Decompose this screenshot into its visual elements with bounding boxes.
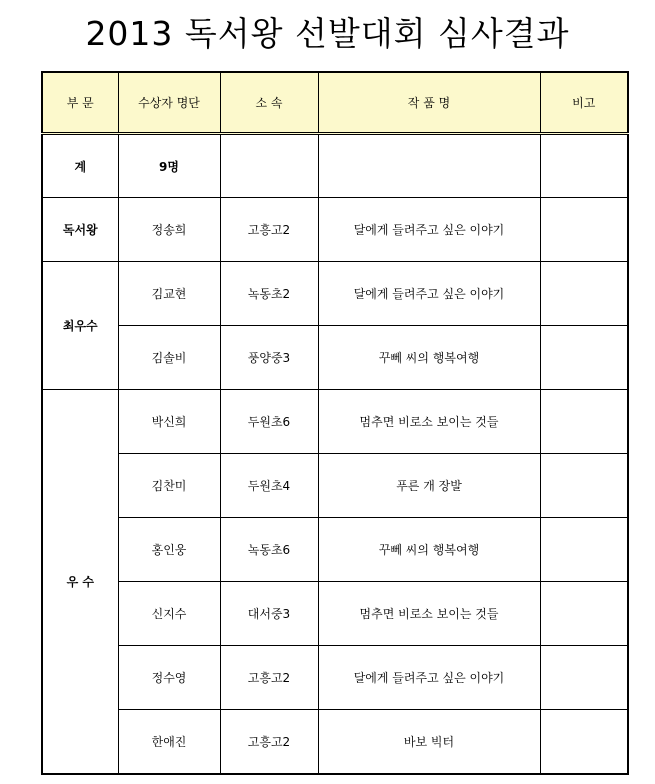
note-cell — [540, 262, 628, 326]
header-work-title: 작 품 명 — [318, 72, 540, 134]
header-winners: 수상자 명단 — [118, 72, 220, 134]
work-title-cell: 바보 빅터 — [318, 710, 540, 774]
page-title: 2013 독서왕 선발대회 심사결과 — [85, 14, 570, 53]
table-row — [42, 326, 628, 390]
affiliation-cell: 두원초4 — [220, 454, 318, 518]
table-row — [42, 390, 628, 454]
header-note: 비고 — [540, 72, 628, 134]
winner-name-cell: 정수영 — [118, 646, 220, 710]
note-cell — [540, 326, 628, 390]
table-header-row — [42, 72, 628, 134]
work-title-cell: 꾸뻬 씨의 행복여행 — [318, 518, 540, 582]
winner-name-cell: 한애진 — [118, 710, 220, 774]
table-row — [42, 454, 628, 518]
work-title-cell: 푸른 개 장발 — [318, 454, 540, 518]
table-row — [42, 198, 628, 262]
affiliation-cell: 고흥고2 — [220, 646, 318, 710]
affiliation-cell: 대서중3 — [220, 582, 318, 646]
table-row — [42, 518, 628, 582]
table-row — [42, 646, 628, 710]
table-row — [42, 262, 628, 326]
work-title-cell: 달에게 들려주고 싶은 이야기 — [318, 646, 540, 710]
note-cell — [540, 582, 628, 646]
category-cell: 우 수 — [42, 390, 118, 774]
winner-name-cell: 정송희 — [118, 198, 220, 262]
note-cell — [540, 710, 628, 774]
total-row — [42, 134, 628, 198]
affiliation-cell: 녹동초6 — [220, 518, 318, 582]
note-cell — [540, 198, 628, 262]
winner-name-cell: 신지수 — [118, 582, 220, 646]
header-category: 부 문 — [42, 72, 118, 134]
affiliation-cell: 풍양중3 — [220, 326, 318, 390]
winner-name-cell: 김솔비 — [118, 326, 220, 390]
winner-name-cell: 김찬미 — [118, 454, 220, 518]
total-work-cell — [318, 134, 540, 198]
note-cell — [540, 390, 628, 454]
results-table — [41, 71, 629, 775]
note-cell — [540, 518, 628, 582]
total-label: 계 — [42, 134, 118, 198]
work-title-cell: 멈추면 비로소 보이는 것들 — [318, 582, 540, 646]
affiliation-cell: 두원초6 — [220, 390, 318, 454]
affiliation-cell: 녹동초2 — [220, 262, 318, 326]
category-cell: 독서왕 — [42, 198, 118, 262]
affiliation-cell: 고흥고2 — [220, 710, 318, 774]
table-row — [42, 710, 628, 774]
note-cell — [540, 646, 628, 710]
category-cell: 최우수 — [42, 262, 118, 390]
total-affiliation-cell — [220, 134, 318, 198]
affiliation-cell: 고흥고2 — [220, 198, 318, 262]
winner-name-cell: 홍인웅 — [118, 518, 220, 582]
work-title-cell: 멈추면 비로소 보이는 것들 — [318, 390, 540, 454]
total-count: 9명 — [118, 134, 220, 198]
work-title-cell: 달에게 들려주고 싶은 이야기 — [318, 262, 540, 326]
work-title-cell: 꾸뻬 씨의 행복여행 — [318, 326, 540, 390]
header-affiliation: 소 속 — [220, 72, 318, 134]
note-cell — [540, 454, 628, 518]
winner-name-cell: 박신희 — [118, 390, 220, 454]
total-note-cell — [540, 134, 628, 198]
work-title-cell: 달에게 들려주고 싶은 이야기 — [318, 198, 540, 262]
table-body — [42, 134, 628, 774]
winner-name-cell: 김교현 — [118, 262, 220, 326]
table-row — [42, 582, 628, 646]
